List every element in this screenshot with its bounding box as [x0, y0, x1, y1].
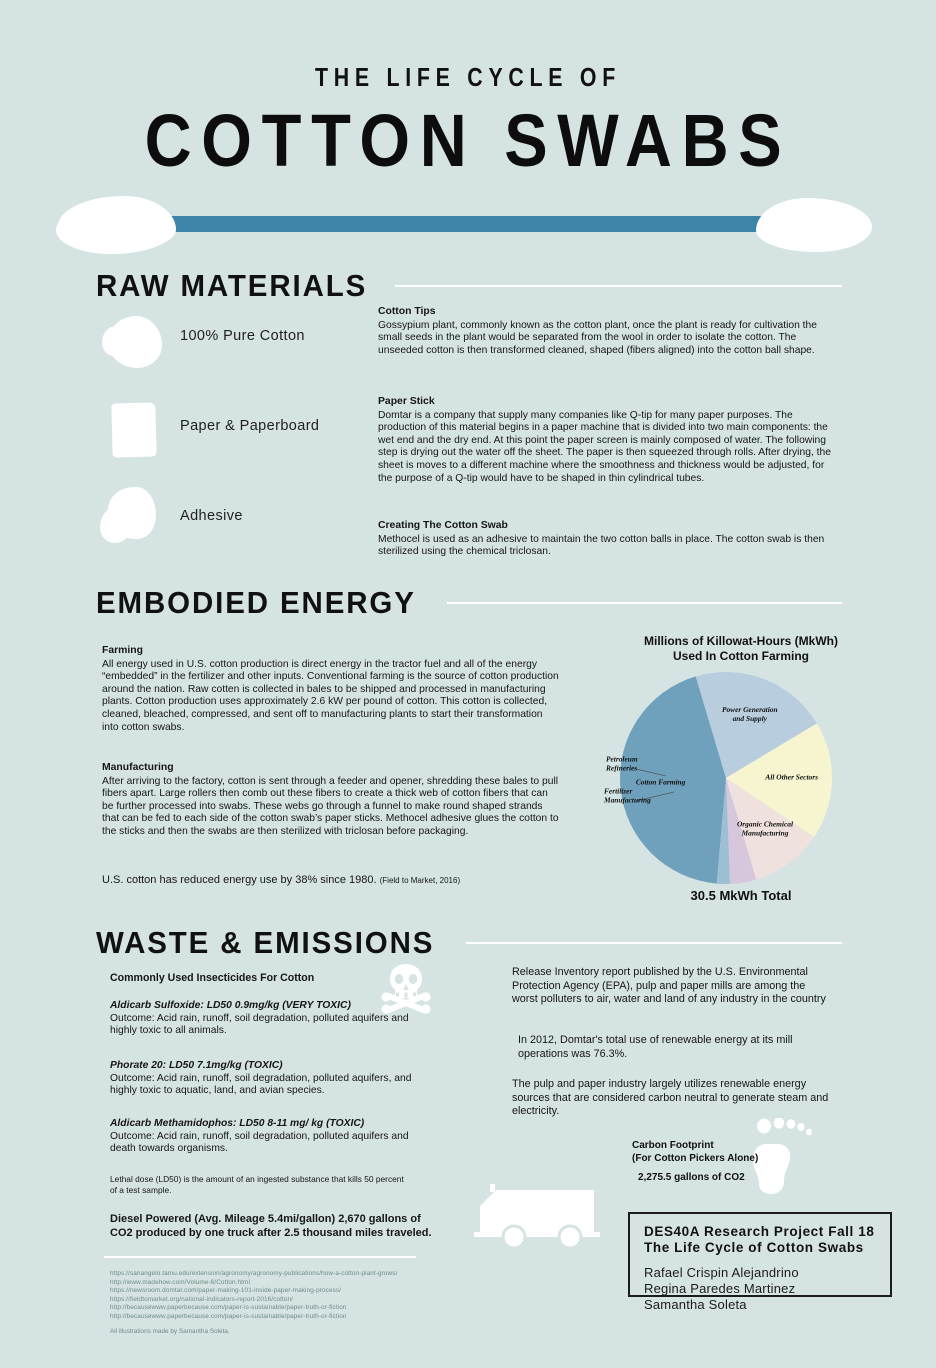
carbon-footprint-label — [632, 1140, 758, 1165]
insecticide-3-outcome: Outcome: Acid rain, runoff, soil degradation, polluted aquifers and death towards organisms. — [110, 1130, 409, 1155]
adhesive-blob-icon — [108, 487, 156, 539]
material-label-paper: Paper & Paperboard — [180, 418, 320, 434]
page-supertitle: THE LIFE CYCLE OF — [314, 62, 622, 92]
waste-emissions-heading-text: WASTE & EMISSIONS — [96, 925, 435, 960]
credit-name-3: Samantha Soleta — [644, 1297, 747, 1312]
domtar-renewable-block: In 2012, Domtar's total use of renewable energy at its mill operations was 76.3%. — [518, 1034, 793, 1060]
credits-title — [644, 1224, 878, 1256]
pulp-paper-block: The pulp and paper industry largely utilizes renewable energy sources that are considered carbon neutral to generate steam and electricity. — [512, 1078, 829, 1117]
raw-block-paper-stick-body: Domtar is a company that supply many companies like Q-tip for many paper purposes. The production of this material begins in a paper machine that is divided into two main components: the wet end and the dry end. At this point the paper screen is mainly composed of water. The following step is drying out the water off the sheet. The paper is then squeezed through rolls. After drying, the sheet is moves to a different machine where the smoothness and thickness would be adjusted, for the purpose of a Q-tip would have to be shaped in thin cylindrical tubes. — [378, 409, 831, 484]
embodied-energy-heading-text: EMBODIED ENERGY — [96, 585, 416, 620]
credits-title-line1: DES40A Research Project Fall 18 — [644, 1224, 875, 1239]
pie-slice-label: All Other Sectors — [765, 772, 818, 782]
raw-block-cotton-tips-title: Cotton Tips — [378, 306, 436, 317]
carbon-footprint-label-line2: (For Cotton Pickers Alone) — [632, 1152, 759, 1164]
insecticide-3-name: Aldicarb Methamidophos: LD50 8-11 mg/ kg (TOXIC) — [110, 1118, 365, 1129]
credit-name-1: Rafael Crispin Alejandrino — [644, 1265, 799, 1280]
source-url-3: https://newsroom.domtar.com/paper-making-101-inside-paper-making-process/ — [110, 1287, 342, 1295]
material-label-cotton: 100% Pure Cotton — [180, 328, 305, 344]
swab-stick — [150, 216, 800, 232]
source-url-2: http://www.madehow.com/Volume-6/Cotton.html — [110, 1278, 250, 1286]
raw-block-cotton-tips — [378, 306, 840, 357]
raw-block-creating-swab — [378, 520, 840, 559]
insecticide-2-outcome: Outcome: Acid rain, runoff, soil degradation, polluted aquifers, and highly toxic to aquatic, land, and avian species. — [110, 1072, 412, 1097]
pie-slice-label: Organic Chemical Manufacturing — [736, 819, 794, 838]
raw-block-paper-stick-title: Paper Stick — [378, 396, 435, 407]
section-heading-waste-emissions — [96, 925, 842, 961]
source-url-4: https://fieldtomarket.org/national-indicators-report-2016/cotton/ — [110, 1295, 294, 1303]
energy-stat — [102, 874, 560, 888]
energy-stat-source: (Field to Market, 2016) — [379, 876, 461, 885]
insecticide-1-outcome: Outcome: Acid rain, runoff, soil degradation, polluted aquifers and highly toxic to all animals. — [110, 1012, 409, 1037]
credit-name-2: Regina Paredes Martinez — [644, 1281, 796, 1296]
raw-block-paper-stick — [378, 396, 840, 485]
paper-sheet-icon — [111, 402, 156, 457]
section-heading-embodied-energy — [96, 585, 842, 621]
insecticide-1-name: Aldicarb Sulfoxide: LD50 0.9mg/kg (VERY TOXIC) — [110, 1000, 351, 1011]
insecticides-title: Commonly Used Insecticides For Cotton — [110, 972, 315, 984]
credits-names — [644, 1265, 878, 1313]
epa-block: Release Inventory report published by the U.S. Environmental Protection Agency (EPA), pulp and paper mills are among the worst polluters to air, water and land of any industry in the country — [512, 966, 826, 1005]
sources-list — [110, 1270, 530, 1322]
pie-slice-label: Petroleum Refineries — [606, 754, 638, 773]
illustration-credit: All illustrations made by Samantha Soleta. — [110, 1328, 230, 1335]
heading-rule — [447, 602, 842, 604]
energy-block-manufacturing-title: Manufacturing — [102, 762, 174, 773]
insecticide-item-2 — [110, 1060, 420, 1098]
energy-block-farming-body: All energy used in U.S. cotton production is direct energy in the tractor fuel and all of the energy “embedded” in the fertilizer and other inputs. Conventional farming is the source of cotton production around the nation. Raw cotten is collected in bales to be shipped and processed in manufacturing plants. Cotton production uses approximately 2.6 kW per pound of cotton. This cotton is collected, cleaned, bleached, compressed, and sent off to manufacturing plants to start their transformation into cotton swabs. — [102, 658, 559, 733]
pie-chart-total: 30.5 MkWh Total — [690, 888, 792, 903]
carbon-footprint-label-line1: Carbon Footprint — [632, 1140, 714, 1151]
raw-block-cotton-tips-body: Gossypium plant, commonly known as the cotton plant, once the plant is ready for cultivation the small seeds in the plant would be separated from the wool in order to isolate the cotton. The unseeded cotton is then transformed cleaned, shaped (fibers aligned) into the cotton ball shape. — [378, 319, 817, 356]
insecticide-item-1 — [110, 1000, 420, 1038]
energy-block-farming-title: Farming — [102, 645, 143, 656]
ld50-note: Lethal dose (LD50) is the amount of an ingested substance that kills 50 percent of a test sample. — [110, 1174, 404, 1195]
swab-tip-left-inner — [66, 204, 168, 252]
diesel-note: Diesel Powered (Avg. Mileage 5.4mi/gallon) 2,670 gallons of CO2 produced by one truck after 2.5 thousand miles traveled. — [110, 1213, 432, 1239]
pie-slice-label: Cotton Farming — [635, 777, 686, 787]
cotton-ball-icon — [108, 316, 162, 368]
pie-slice-label: Power Generation and Supply — [721, 705, 778, 724]
energy-stat-text: U.S. cotton has reduced energy use by 38% since 1980. — [102, 874, 377, 886]
raw-block-creating-swab-title: Creating The Cotton Swab — [378, 520, 508, 531]
insecticide-item-3 — [110, 1118, 420, 1156]
carbon-footprint-value: 2,275.5 gallons of CO2 — [638, 1172, 745, 1183]
page-title: COTTON SWABS — [144, 99, 792, 182]
energy-block-manufacturing — [102, 762, 560, 839]
divider-rule-waste — [104, 1256, 416, 1258]
energy-block-farming — [102, 645, 560, 734]
pie-chart — [584, 668, 880, 884]
raw-materials-heading-text: RAW MATERIALS — [96, 268, 368, 303]
insecticide-2-name: Phorate 20: LD50 7.1mg/kg (TOXIC) — [110, 1060, 283, 1071]
heading-rule — [395, 285, 842, 287]
source-url-5: http://becausewww.paperbecause.com/paper-is-sustainable/paper-truth-or-fiction — [110, 1304, 347, 1312]
source-url-1: https://sanangelo.tamu.edu/extension/agronomy/agronomy-publications/how-a-cotton-plant-grows/ — [110, 1270, 398, 1277]
heading-rule — [466, 942, 842, 944]
footprint-icon — [752, 1118, 814, 1196]
pie-slice-label: Fertilizer Manufacturing — [604, 786, 651, 805]
section-heading-raw-materials — [96, 268, 842, 304]
credits-box — [628, 1212, 892, 1312]
raw-block-creating-swab-body: Methocel is used as an adhesive to maintain the two cotton balls in place. The cotton swab is then sterilized using the chemical triclosan. — [378, 533, 825, 558]
pie-chart-title — [586, 634, 896, 664]
source-url-6: http://becausewww.paperbecause.com/paper-is-sustainable/paper-truth-or-fiction — [110, 1312, 347, 1320]
credits-title-line2: The Life Cycle of Cotton Swabs — [644, 1240, 864, 1255]
material-label-adhesive: Adhesive — [180, 508, 243, 524]
truck-icon — [470, 1182, 606, 1254]
pie-chart-title-line1: Millions of Killowat-Hours (MkWh) — [644, 634, 838, 648]
swab-tip-right-inner — [766, 206, 864, 250]
pie-chart-title-line2: Used In Cotton Farming — [673, 649, 809, 663]
energy-block-manufacturing-body: After arriving to the factory, cotton is sent through a feeder and opener, shredding these bales to pull fibers apart. Large rollers then comb out these fibers to create a thick web of cotton fibers that can be further processed into swabs. These webs go through a funnel to make round shaped strands that can be fed to each side of the cotton swab’s paper sticks. Methocel adhesive glues the cotton to the sticks and then the swabs are then sterilized with triclosan before packaging. — [102, 775, 559, 837]
